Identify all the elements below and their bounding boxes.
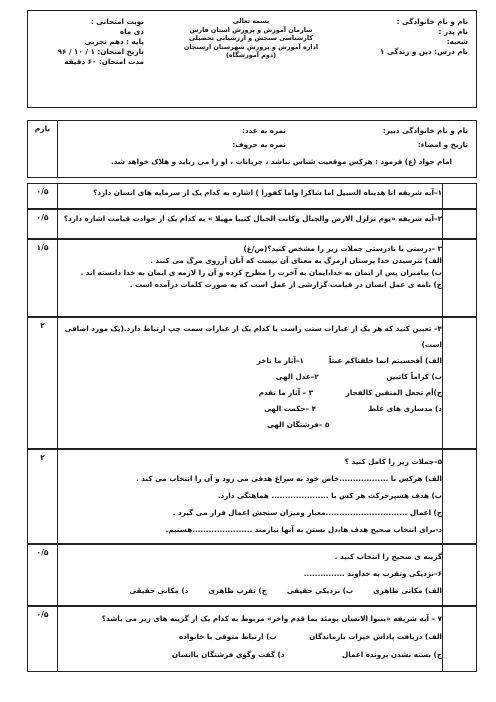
question-line: ۷ – آیه شریفه «ینبوا الانسان یومئد بما قدم واخر» مربوط به کدام یک از گزینه های زیر می باشد؟	[101, 614, 442, 623]
hadith-note: امام جواد (ع) فرمود : هرکس موقعیت شناس نباشد ، جریانات ، او را می رباید و هلاک خواهد شد.	[111, 157, 452, 166]
question-line: ۵–جملات زیر را کامل کنید ؟	[344, 457, 442, 466]
mark-cell	[442, 545, 476, 605]
blank-d: د-برای انتخاب صحیح هدف ها،دل بستن به آنها نیازمند ......................هستیم.	[165, 525, 442, 534]
question-text	[58, 610, 442, 664]
date-sign-label: تاریخ و امضاء:	[417, 140, 468, 149]
options-row[interactable]: الف) مکانی ظاهری ب) نزدیکی حقیقی ج) تقرب ظاهری د) مکانی حقیقی	[129, 586, 442, 595]
organization-line-3: اداره آموزش و پرورش شهرستان ارسنجان	[183, 42, 319, 51]
mark-cell	[442, 240, 476, 316]
mark-cell	[442, 318, 476, 448]
question-text	[58, 243, 442, 291]
score-number-label: نمره به عدد:	[242, 126, 286, 135]
student-name-label: نام و نام خانوادگی :	[396, 17, 468, 26]
course-name-label: نام درس: دین و زندگی ۱	[380, 47, 468, 56]
options-row-1[interactable]: الف) دریافت پاداش خیرات بازماندگان ب) ارتباط متوفی با خانواده	[178, 632, 442, 641]
grade-label: پایه : دهم تجربی	[84, 37, 144, 46]
organization-line-1: سازمان آموزش و پرورش استان فارس	[189, 25, 313, 34]
question-line: است)	[421, 340, 442, 349]
statement-c: ج) نامه ی عمل انسان در قیامت گزارشی از عمل است که به صورت کلمات درآمده است .	[129, 280, 442, 289]
grading-info-box	[27, 120, 477, 178]
question-score: ۰/۵	[28, 184, 58, 208]
question-score: ۱/۵	[28, 240, 58, 316]
mark-cell	[442, 450, 476, 543]
statement-b: ب) پیامبران پس از ایمان به خدا،ایمان به آخرت را مطرح کرده و آن را لازمه ی ایمان به خدا دانسته اند .	[80, 268, 442, 277]
question-text	[58, 213, 442, 225]
score-header: بارم	[28, 121, 58, 177]
score-word-label: نمره به حروف:	[232, 140, 286, 149]
exam-page	[27, 10, 477, 690]
exam-month-label: دی ماه	[119, 27, 144, 36]
question-text	[58, 548, 442, 599]
exam-session-label: نوبت امتحانی :	[90, 17, 144, 26]
exam-duration-label: مدت امتحان: ۶۰ دقیقه	[64, 57, 144, 66]
question-line: ۶–نزدیکی وتقرب به خداوند ...............	[303, 569, 442, 578]
organization-line-4: (دوم آموزشگاه)	[225, 51, 276, 60]
organization-line-2: کارشناسی سنجش و ارزشیابی تحصیلی	[189, 34, 313, 43]
match-row-c: ج)أم تجعل المتقین کالفجار ۳ – آثار ما تقدم	[258, 388, 442, 397]
blank-b: ب) هدف هسپرحرکت هر کس با ..................... هماهنگی دارد.	[217, 491, 442, 500]
mark-cell	[442, 607, 476, 671]
question-text	[58, 453, 442, 538]
question-score: ۰/۵	[28, 210, 58, 238]
blank-c: ج) اعمال ..............................معیار ومیزان سنجش اعمال قرار می گیرد .	[172, 508, 442, 517]
mark-cell	[442, 184, 476, 208]
question-5	[27, 449, 477, 544]
mark-cell	[442, 210, 476, 238]
teacher-name-label: نام و نام خانوادگی دبیر:	[382, 126, 468, 135]
question-text	[58, 187, 442, 199]
question-line: گزینه ی صحیح را انتخاب کنید .	[334, 552, 442, 561]
statement-a: الف) ثثرسیدن خدا پرستان ازمرگ به معنای آن نیست که آنان آرزوی مرگ می کنند .	[150, 256, 442, 265]
question-line: ۴– تعیین کنید که هر یک از عبارات ستت راست با کدام یک از عبارات سمت چپ ارتباط دارد.(یک مورد اضافی	[64, 324, 442, 333]
father-name-label: نام پدر :	[438, 27, 468, 36]
branch-label: شعبه:	[446, 37, 468, 46]
exam-meta-block	[34, 17, 144, 67]
match-row-extra: ۵ –فرشتگان الهی	[267, 420, 442, 429]
match-row-d: د) مدساری های غلط ۴ –حکمت الهی	[264, 404, 442, 413]
exam-date-label: تاریخ امتحان: ۱ / ۱۰ / ۹۶	[57, 47, 144, 56]
question-line: ۳ –درستی یا نادرستی جملات زیر را مشخص کنید؟(ص/غ)	[243, 244, 442, 253]
question-4	[27, 317, 477, 449]
question-7	[27, 606, 477, 672]
match-row-b: ب) کراماً کاتبین ۲–عدل الهی	[275, 372, 442, 381]
student-info-block	[328, 17, 468, 57]
question-line: ۲–آیه شریفه «یوم تزلزل الارض والجبال وکانت الجبال کثیبا مهیلا » به کدام یک از حوادث قیامت اشاره دارد؟	[63, 214, 442, 223]
question-score: ۲	[28, 318, 58, 448]
question-score: ۲	[28, 450, 58, 543]
question-6	[27, 544, 477, 606]
exam-header	[27, 10, 477, 108]
question-3	[27, 239, 477, 317]
question-line: ۱–آیه شریفه انا هدیناه السبیل اما شاکرا واما کفورا ) اشاره به کدام یک از سرمایه های انسان دارد؟	[93, 188, 442, 197]
question-score: ۰/۵	[28, 545, 58, 605]
question-score: ۰/۵	[28, 607, 58, 671]
question-1	[27, 183, 477, 209]
blank-a: الف) هرکس با ..................خاص خود به سراغ هدفی می رود و آن را انتخاب می کند .	[136, 474, 442, 483]
question-2	[27, 209, 477, 239]
match-row-a: الف) أفحسبتم انما خلقناکم عبثاً ۱–آثار ما تاخر	[256, 356, 442, 365]
options-row-2[interactable]: ج) بسته نشدن پرونده اعمال د) گفت وگوی فرشتگان باانسان	[171, 650, 442, 659]
question-text	[58, 321, 442, 433]
organization-block	[176, 17, 326, 60]
bismillah-text: بسمه تعالی	[232, 17, 270, 25]
